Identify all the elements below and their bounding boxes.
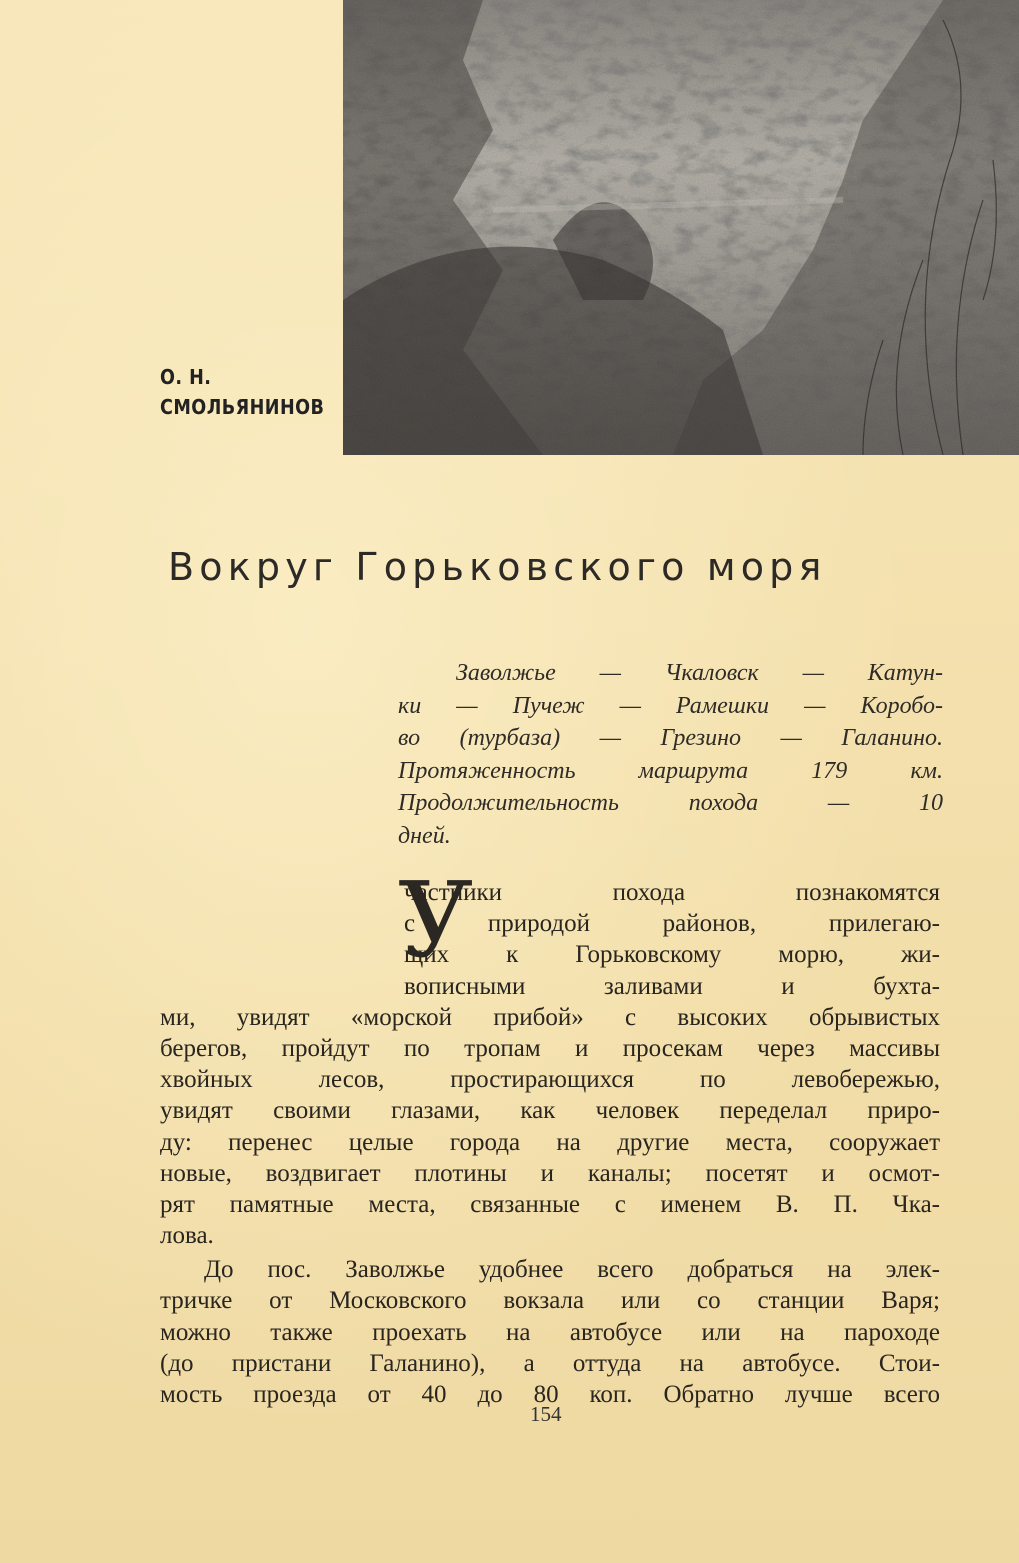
- body-line: хвойных лесов, простирающихся по левобережью,: [160, 1066, 940, 1094]
- landscape-photo: [343, 0, 1019, 455]
- body-line: с природой районов, прилегаю-: [404, 910, 940, 938]
- author-name: [160, 362, 324, 422]
- page-number: 154: [530, 1402, 562, 1426]
- body-line: частники похода познакомятся: [404, 879, 940, 906]
- route-line: Заволжье — Чкаловск — Катун-: [456, 660, 943, 686]
- author-initials: О. Н.: [160, 365, 212, 389]
- route-line: Продолжительность похода — 10: [398, 790, 943, 816]
- body-line: рят памятные места, связанные с именем В. П. Чка-: [160, 1190, 940, 1218]
- body-line: лова.: [160, 1222, 214, 1250]
- body-line: ми, увидят «морской прибой» с высоких обрывистых: [160, 1003, 940, 1031]
- route-line: Протяженность маршрута 179 км.: [398, 757, 943, 784]
- author-surname: СМОЛЬЯНИНОВ: [160, 395, 325, 419]
- body-line: вописными заливами и бухта-: [404, 972, 940, 1000]
- body-line: новые, воздвигает плотины и каналы; посетят и осмот-: [160, 1159, 940, 1187]
- body-line: мость проезда от 40 до 80 коп. Обратно лучше всего: [160, 1381, 940, 1408]
- body-line: До пос. Заволжье удобнее всего добраться на элек-: [204, 1256, 940, 1284]
- body-text: [160, 877, 940, 1410]
- route-line: дней.: [398, 822, 451, 849]
- body-line: тричке от Московского вокзала или со станции Варя;: [160, 1287, 940, 1315]
- route-epigraph: [398, 657, 943, 852]
- body-line: ду: перенес целые города на другие места, сооружает: [160, 1128, 940, 1156]
- chapter-title: Вокруг Горьковского моря: [168, 545, 827, 589]
- body-line: можно также проехать на автобусе или на пароходе: [160, 1318, 940, 1346]
- body-line: берегов, пройдут по тропам и просекам через массивы: [160, 1034, 940, 1062]
- body-line: увидят своими глазами, как человек переделал приро-: [160, 1097, 940, 1125]
- drop-cap: У: [398, 859, 474, 981]
- route-line: ки — Пучеж — Рамешки — Коробо-: [398, 692, 943, 719]
- route-line: во (турбаза) — Грезино — Галанино.: [398, 725, 943, 751]
- body-line: (до пристани Галанино), а оттуда на автобусе. Стои-: [160, 1349, 940, 1377]
- body-line: щих к Горьковскому морю, жи-: [404, 941, 940, 969]
